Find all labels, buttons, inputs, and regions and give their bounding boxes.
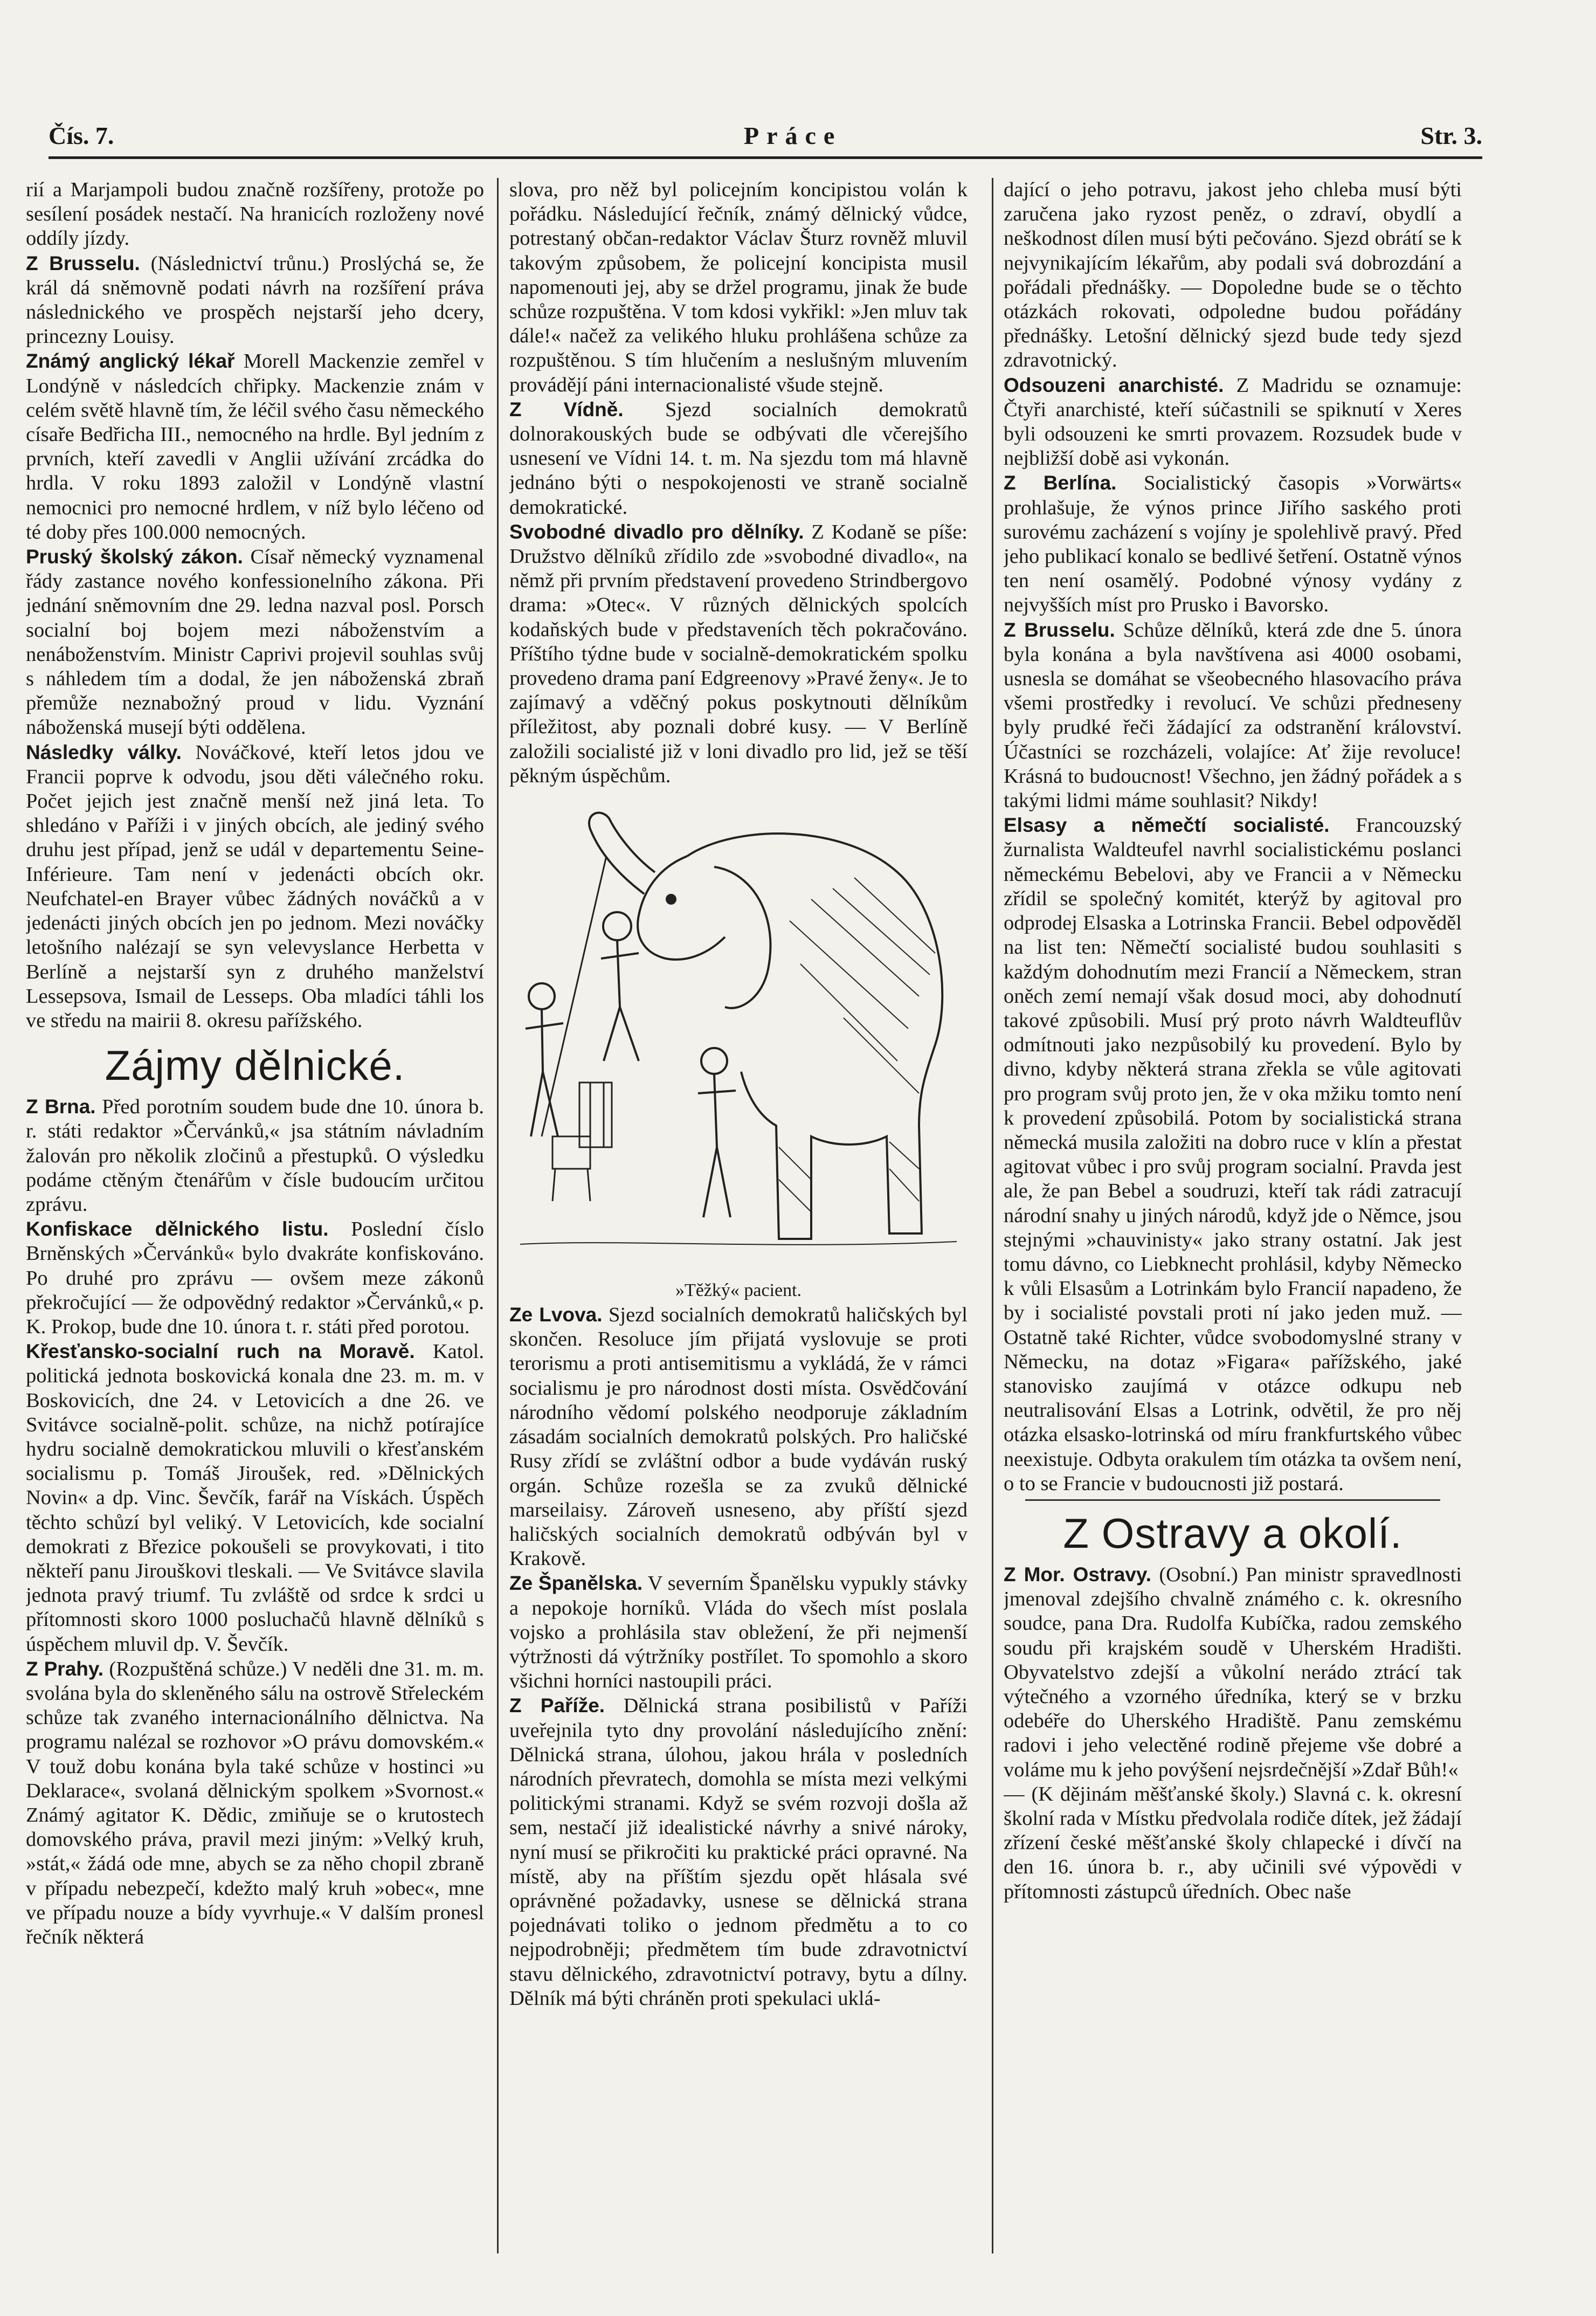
article-paragraph: rií a Marjampoli budou značně rozšířeny, protože po sesílení posádek nestačí. Na hranicích rozloženy nové oddíly jízdy. <box>26 178 484 250</box>
article-paragraph <box>509 1693 968 2011</box>
article-lead: Následky války. <box>26 741 182 763</box>
article-text: Dělnická strana posibilistů v Paříži uveřejnila tyto dny provolání následujícího znění: Dělnická strana, úlohou, jakou hrála v posledních národních převratech, domohla se místa mezi velkými politickými stranami. Když se svém rozvoji došla až sem, nestačí již idealistické návrhy a snivé nároky, nyní musí se přikročiti ku praktické práci opravné. Na místě, aby na příštím sjezdu opět hlásala své oprávněné požadavky, usnese se dělnická strana pojednávati toliko o jednom předmětu a to co nejpodrobněji; předmětem tím bude zdravotnictví stavu dělnického, zdravotnictví potravy, bytu a dílny. Dělník má býti chráněn proti spekulaci uklá- <box>509 1694 968 2010</box>
column-divider <box>497 178 499 2253</box>
article-text: Z Madridu se oznamuje: Čtyři anarchisté, kteří súčastnili se spiknutí v Xeres byli odsouzeni ke smrti provazem. Rozsudek bude v nejbližší době asi vykonán. <box>1004 374 1462 470</box>
article-lead: Z Brusselu. <box>26 252 140 274</box>
article-lead: Pruský školský zákon. <box>26 546 243 568</box>
article-paragraph <box>509 397 968 520</box>
section-heading: Zájmy dělnické. <box>105 1042 405 1090</box>
article-paragraph <box>26 1217 484 1339</box>
article-paragraph <box>509 1571 968 1693</box>
section-rule <box>1025 1499 1440 1501</box>
article-paragraph <box>26 1339 484 1657</box>
article-paragraph <box>1004 813 1462 1496</box>
issue-number: Čís. 7. <box>49 122 114 149</box>
article-text: Katol. politická jednota boskovická konala dne 23. m. m. v Boskovicích, dne 24. v Letovicích a dne 26. ve Svitávce socialně-polit. schůze, na nichž potírajíce hydru socialně demokratickou mluvili o křesťanském socialismu p. Tomáš Jiroušek, red. »Dělnických Novin« a dp. Vinc. Ševčík, farář na Vískách. Úspěch těchto schůzí byl veliký. V Letovicích, kde socialní demokrati z Březice pokoušeli se provykovati, i tito někteří panu Jirouškovi tleskali. — Ve Svitávce slavila jednota pravý triumf. Tu zvláště od srdce k srdci u přítomnosti skoro 1000 posluchačů hlavně dělníků s úspěchem mluvil dp. V. Ševčík. <box>26 1340 484 1656</box>
header-rule <box>49 156 1482 159</box>
page-number: Str. 3. <box>1420 122 1482 149</box>
article-paragraph <box>1004 1562 1462 1782</box>
article-lead: Svobodné divadlo pro dělníky. <box>509 520 804 543</box>
article-paragraph <box>509 520 968 788</box>
article-paragraph <box>1004 471 1462 617</box>
article-paragraph <box>1004 618 1462 814</box>
article-text: Morell Mackenzie zemřel v Londýně v následcích chřipky. Mackenzie znám v celém světě hlavně tím, že léčil svého času německého císaře Bedřicha III., nemocného na hrdle. Byl jedním z prvních, kteří zavedli v Anglii užívání zrcádka do hrdla. V roku 1893 založil v Londýně vlastní nemocnici pro nemocné hrdlem, v níž bylo léčeno od té doby přes 100.000 nemocných. <box>26 350 484 543</box>
article-paragraph <box>26 1657 484 1949</box>
illustration-caption: »Těžký« pacient. <box>675 1280 802 1301</box>
elephant-drawing <box>509 791 968 1277</box>
section-heading: Z Ostravy a okolí. <box>1063 1509 1402 1557</box>
page-header <box>49 111 1482 154</box>
article-text: Z Kodaně se píše: Družstvo dělníků zřídilo zde »svobodné divadlo«, na němž při prvním představení provedeno Strindbergovo drama: »Otec«. V různých dělnických spolcích kodaňských bude v představeních těch pokračováno. Příštího týdne bude v socialně-demokratickém spolku provedeno drama paní Edgreenovy »Pravé ženy«. Je to zajímavý a vděčný pokus poskytnouti dělníkům příležitost, aby poznali dobré kusy. — V Berlíně založili socialisté již v loni divadlo pro lid, jež se těší pěkným úspěchům. <box>509 520 968 787</box>
article-paragraph <box>509 1302 968 1571</box>
article-lead: Z Mor. Ostravy. <box>1004 1563 1151 1586</box>
article-lead: Ze Lvova. <box>509 1304 603 1326</box>
article-lead: Z Vídně. <box>509 398 624 421</box>
column-1 <box>26 178 484 2259</box>
article-text: Francouzský žurnalista Waldteufel navrhl socialistickému poslanci německému Bebelovi, aby ve Francii a v Německu zřídil se společný komitét, kterýž by agitoval pro odprodej Elsaska a Lotrinska Francii. Bebel odpověděl na list ten: Němečtí socialisté budou souhlasiti s každým dohodnutím mezi Francií a Německem, stran oněch zemí nemají však dosud moci, aby dohodnutí takové způsobili. Musí prý proto návrh Waldteuflův odmítnouti jako nezpůsobilý ku provedení. Bylo by divno, kdyby některá strana zřekla se vůle agitovati pro program svůj proto jen, že v oka mžiku tomto není k provedení způsobilá. Potom by socialistická strana německá musila založiti na dobro ruce v klín a přestat agitovat vůbec i pro svůj program socialní. Pravda jest ale, že pan Bebel a soudruzi, kteří tak rádi zatracují národní snahy u jiných národů, když jde o Němce, jsou stejnými »chauvinisty« jako strany ostatní. Jak jest tomu dávno, co Liebknecht prohlásil, kdyby Německo k vůli Elsasům a Lotrinkám bylo Francií napadeno, že by i socialisté povstali proti ní jako jeden muž. — Ostatně také Richter, vůdce svobodomyslné strany v Německu, na dotaz »Figara« pařížského, jaké stanovisko zaujímá v otázce odkupu neb neutralisování Elsas a Lotrink, odvětil, že pro něj otázka elsasko-lotrinská od míru frankfurtského vůbec neexistuje. Odbyta orakulem tím otázka ta ovšem není, o to se Francie v budoucnosti již postará. <box>1004 814 1462 1495</box>
article-lead: Z Berlína. <box>1004 472 1117 494</box>
article-paragraph <box>26 544 484 740</box>
article-lead: Z Paříže. <box>509 1694 605 1717</box>
newspaper-title: Práce <box>744 122 842 149</box>
article-text: Sjezd socialních demokratů dolnorakouských bude se odbývati dle včerejšího usnesení ve Vídni 14. t. m. Na sjezdu tom má hlavně jednáno býti o nespokojenosti ve straně socialně demokratické. <box>509 398 968 519</box>
article-paragraph <box>1004 373 1462 471</box>
article-lead: Ze Španělska. <box>509 1572 643 1595</box>
column-3 <box>1004 178 1462 2259</box>
article-text: (Rozpuštěná schůze.) V neděli dne 31. m. m. svolána byla do skleněného sálu na ostrově Střeleckém schůze tak zvaného internacionálního dělnictva. Na programu nalézal se rozhovor »O právu domovském.« V touž dobu konána byla také schůze v hostinci »u Deklarace«, svolaná dělnickým spolkem »Svornost.« Známý agitator K. Dědic, zmiňuje se o krutostech domovského práva, pravil mezi jiným: »Velký kruh, »stát,« žádá ode mne, abych se za něho chopil zbraně v případu nebezpečí, kdežto malý kruh »obec«, mne ve případu nouze a bídy vyvrhuje.« V dalším pronesl řečník některá <box>26 1657 484 1949</box>
article-paragraph: dající o jeho potravu, jakost jeho chleba musí býti zaručena jako ryzost peněz, o zdraví, obydlí a neškodnost dílen musí býti pečováno. Sjezd obrátí se k nejvynikajícím lékařům, aby podali svá dobrozdání a pořádali přednášky. — Dopoledne bude se o těchto otázkách rokovati, odpoledne budou pořádány přednášky. Letošní dělnický sjezd bude tedy sjezd zdravotnický. <box>1004 178 1462 372</box>
article-paragraph: — (K dějinám měšťanské školy.) Slavná c. k. okresní školní rada v Místku předvolala rodiče dítek, jež žádají zřízení české měšťanské školy chlapecké i dívčí na den 16. února b. r., aby učinili své výpovědi v přítomnosti zástupců úředních. Obec naše <box>1004 1782 1462 1903</box>
article-text: V severním Španělsku vypukly stávky a nepokoje horníků. Vláda do všech míst poslala vojsko a prohlásila stav obležení, že při nejmenší výtržnosti dá výtržníky postřílet. To spomohlo a skoro všichni horníci nastoupili práci. <box>509 1572 968 1693</box>
article-lead: Známý anglický lékař <box>26 350 235 373</box>
article-lead: Konfiskace dělnického listu. <box>26 1218 329 1240</box>
article-paragraph <box>26 251 484 349</box>
article-lead: Odsouzeni anarchisté. <box>1004 374 1224 396</box>
article-paragraph <box>26 349 484 544</box>
article-paragraph <box>26 1094 484 1217</box>
article-text: Císař německý vyznamenal řády zastance nového konfessionelního zákona. Při jednání sněmovním dne 29. ledna nazval posl. Porsch socialní boj bojem mezi náboženstvím a nenáboženstvím. Ministr Caprivi projevil souhlas svůj s náhledem tím a dodal, že jen náboženská zbraň přemůže neznabožný proud v lidu. Vyznání náboženská musejí býti oddělena. <box>26 546 484 739</box>
article-text: (Následnictví trůnu.) Proslýchá se, že král dá sněmovně podati návrh na rozšíření práva následnického ve prospěch nejstarší jeho dcery, princezny Louisy. <box>26 252 484 348</box>
article-text: Nováčkové, kteří letos jdou ve Francii poprve k odvodu, jsou děti válečného roku. Počet jejich jest značně menší než jiná leta. To shledáno v Paříži i v jiných obcích, ale jediný svého druhu jest případ, jenž se udál v departementu Seine-Inférieure. Tam není v jedenácti obcích okr. Neufchatel-en Brayer vůbec žádných nováčků a v jedenácti jiných obcích jen po jednom. Mezi nováčky letošního nalézají se syn velevyslance Herbetta v Berlíně a nejstarší syn z druhého manželství Lessepsova, Ismail de Lesseps. Oba mladíci táhli los ve středu na mairii 8. okresu pařížského. <box>26 741 484 1032</box>
article-paragraph <box>26 740 484 1033</box>
article-text: Před porotním soudem bude dne 10. února b. r. státi redaktor »Červánků,« jsa státním návladním žalován pro několik zločinů a přestupků. O výsledku podáme ctěným čtenářům v čísle budoucím určitou zprávu. <box>26 1095 484 1216</box>
article-text: Schůze dělníků, která zde dne 5. února byla konána a byla navštívena asi 4000 osobami, usnesla se domáhat se všeobecného hlasovacího práva všemi prostředky i revolucí. Ve schůzi předneseny byly prudké řeči žádající za odstranění království. Účastníci se rozcházeli, volajíce: Ať žije revoluce! Krásná to budoucnost! Všechno, jen žádný pořádek a s takými lidmi máme souhlasit? Nikdy! <box>1004 618 1462 812</box>
column-2 <box>509 178 968 2259</box>
article-lead: Z Prahy. <box>26 1657 104 1680</box>
column-divider <box>992 178 993 2253</box>
elephant-illustration <box>509 791 968 1277</box>
article-text: Sjezd socialních demokratů haličských byl skončen. Resoluce jím přijatá vyslovuje se proti terorismu a proti antisemitismu a vykládá, že v rámci socialismu je pro národnost dosti místa. Osvědčování národního vědomí polského neodporuje základním zásadám socialních demokratů polských. Pro haličské Rusy zřídí se zvláštní odbor a bude vydáván ruský orgán. Schůze rozešla se za zvuků dělnické marseilaisy. Zároveň usneseno, aby příští sjezd haličských socialních demokratů odbýván byl v Krakově. <box>509 1304 968 1570</box>
article-lead: Křesťansko-socialní ruch na Moravě. <box>26 1340 415 1363</box>
article-lead: Elsasy a němečtí socialisté. <box>1004 814 1330 837</box>
article-text: Socialistický časopis »Vorwärts« prohlašuje, že výnos prince Jiřího saského proti surovému zacházení s vojíny je spolehlivě pravý. Před jeho publikací konalo se bedlivé šetření. Ostatně výnos ten není osamělý. Podobné výnosy vydány z nejvyšších míst pro Prusko i Bavorsko. <box>1004 472 1462 617</box>
article-text: (Osobní.) Pan ministr spravedlnosti jmenoval zdejšího chvalně známého c. k. okresního soudce, pana Dra. Rudolfa Kubíčka, radou zemského soudu při krajském soudě v Uherském Hradišti. Obyvatelstvo zdejší a vůkolní nerádo ztrácí tak výtečného a vzorného úředníka, který se v brzku odebéře do Uherského Hradiště. Panu zemskému radovi i jeho velectěné rodině přejeme vše dobré a voláme mu k jeho povýšení nejsrdečnější »Zdař Bůh!« <box>1004 1563 1462 1781</box>
article-lead: Z Brna. <box>26 1095 96 1118</box>
article-paragraph: slova, pro něž byl policejním koncipistou volán k pořádku. Následující řečník, známý dělnický vůdce, potrestaný občan-redaktor Václav Šturz rovněž mluvil takovým způsobem, že policejní koncipista musil napomenouti jej, aby se držel programu, jinak že bude schůze rozpuštěna. V tom kdosi vykřikl: »Jen mluv tak dále!« načež za velikého hluku prohlášena schůze za rozpuštěnou. S tím hlučením a neslušným mluvením provádějí páni internacionalisté všude stejně. <box>509 178 968 396</box>
article-lead: Z Brusselu. <box>1004 618 1115 641</box>
article-text: Poslední číslo Brněnských »Červánků« bylo dvakráte konfiskováno. Po druhé pro zprávu — ovšem meze zákonů překročující — že odpovědný redaktor »Červánků,« p. K. Prokop, bude dne 10. února t. r. státi před porotou. <box>26 1218 484 1338</box>
